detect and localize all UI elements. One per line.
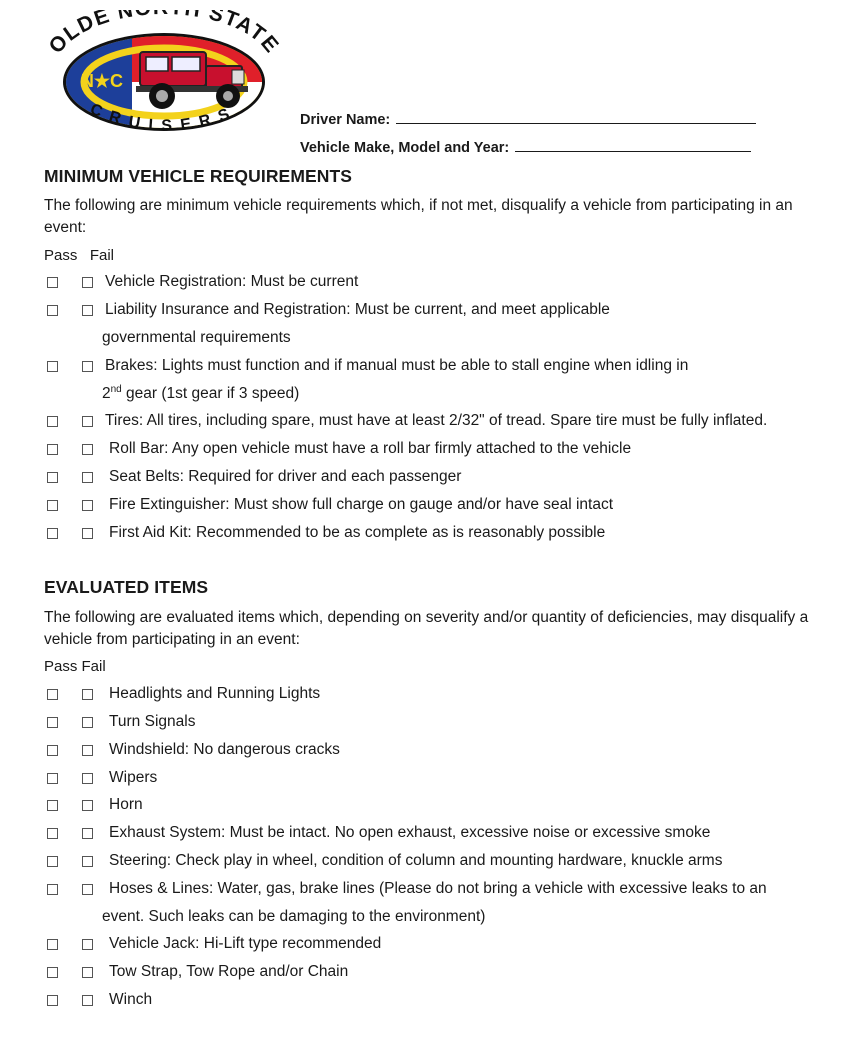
minimum-pass-fail-header: Pass Fail <box>44 247 115 264</box>
fail-checkbox[interactable] <box>82 884 93 895</box>
checklist-row <box>44 523 834 545</box>
item-label: Exhaust System: Must be intact. No open exhaust, excessive noise or excessive smoke <box>109 824 711 841</box>
minimum-heading: MINIMUM VEHICLE REQUIREMENTS <box>44 166 353 186</box>
item-label: Tow Strap, Tow Rope and/or Chain <box>109 963 349 980</box>
item-label: Steering: Check play in wheel, condition of column and mounting hardware, knuckle arms <box>109 852 723 869</box>
evaluated-pass-fail-header: Pass Fail <box>44 658 106 675</box>
item-label: Wipers <box>109 769 158 786</box>
pass-checkbox[interactable] <box>47 884 58 895</box>
pass-checkbox[interactable] <box>47 472 58 483</box>
fail-checkbox[interactable] <box>82 361 93 372</box>
vehicle-label: Vehicle Make, Model and Year: <box>300 140 510 156</box>
item-label: Turn Signals <box>109 713 196 730</box>
gear-text: gear (1st gear if 3 speed) <box>121 385 300 403</box>
fail-checkbox[interactable] <box>82 773 93 784</box>
pass-checkbox[interactable] <box>47 277 58 288</box>
driver-name-label: Driver Name: <box>300 112 391 128</box>
checklist-row <box>44 962 834 984</box>
pass-checkbox[interactable] <box>47 717 58 728</box>
pass-checkbox[interactable] <box>47 500 58 511</box>
logo-badge: N★C <box>80 71 124 91</box>
fail-checkbox[interactable] <box>82 828 93 839</box>
item-label-continued <box>102 384 299 403</box>
gear-ordinal: nd <box>110 384 122 395</box>
pass-checkbox[interactable] <box>47 305 58 316</box>
fail-checkbox[interactable] <box>82 305 93 316</box>
fail-checkbox[interactable] <box>82 277 93 288</box>
checklist-row <box>44 439 834 461</box>
item-label: Roll Bar: Any open vehicle must have a roll bar firmly attached to the vehicle <box>109 440 632 457</box>
checklist-row <box>44 467 834 489</box>
item-label-continued: governmental requirements <box>102 329 291 346</box>
fail-checkbox[interactable] <box>82 444 93 455</box>
minimum-intro: The following are minimum vehicle requirements which, if not met, disqualify a vehicle from participating in an event: <box>44 197 793 236</box>
pass-checkbox[interactable] <box>47 856 58 867</box>
fail-checkbox[interactable] <box>82 689 93 700</box>
pass-checkbox[interactable] <box>47 828 58 839</box>
fail-checkbox[interactable] <box>82 856 93 867</box>
driver-name-field[interactable] <box>300 109 756 128</box>
pass-checkbox[interactable] <box>47 416 58 427</box>
checklist-row <box>44 411 834 433</box>
pass-checkbox[interactable] <box>47 528 58 539</box>
checklist-row <box>44 740 834 762</box>
item-label: Vehicle Registration: Must be current <box>105 273 359 290</box>
fail-checkbox[interactable] <box>82 939 93 950</box>
item-label: Liability Insurance and Registration: Must be current, and meet applicable <box>105 301 610 318</box>
checklist-row <box>44 272 834 294</box>
item-label: Winch <box>109 991 153 1008</box>
checklist-row <box>44 300 834 322</box>
vehicle-line[interactable] <box>515 137 751 152</box>
checklist-row <box>44 934 834 956</box>
fail-checkbox[interactable] <box>82 995 93 1006</box>
pass-checkbox[interactable] <box>47 939 58 950</box>
item-label: Hoses & Lines: Water, gas, brake lines (Please do not bring a vehicle with excessive leaks to an <box>109 880 767 897</box>
fail-checkbox[interactable] <box>82 967 93 978</box>
fail-checkbox[interactable] <box>82 717 93 728</box>
item-label: Brakes: Lights must function and if manual must be able to stall engine when idling in <box>105 357 689 374</box>
checklist-row <box>44 712 834 734</box>
item-label: First Aid Kit: Recommended to be as complete as is reasonably possible <box>109 524 606 541</box>
item-label: Tires: All tires, including spare, must have at least 2/32" of tread. Spare tire must be fully inflated. <box>105 412 768 429</box>
driver-name-line[interactable] <box>396 109 756 124</box>
checklist-row <box>44 823 834 845</box>
pass-checkbox[interactable] <box>47 967 58 978</box>
item-label: Fire Extinguisher: Must show full charge on gauge and/or have seal intact <box>109 496 614 513</box>
club-logo <box>44 10 284 150</box>
item-label: Seat Belts: Required for driver and each passenger <box>109 468 462 485</box>
gear-number: 2 <box>102 385 111 403</box>
item-label: Vehicle Jack: Hi-Lift type recommended <box>109 935 382 952</box>
checklist-row <box>44 495 834 517</box>
checklist-row <box>44 356 834 378</box>
checklist-row <box>44 768 834 790</box>
logo-bottom-text: CRUISERS <box>87 100 241 135</box>
pass-checkbox[interactable] <box>47 689 58 700</box>
item-label: Headlights and Running Lights <box>109 685 321 702</box>
checklist-row <box>44 851 834 873</box>
checklist-row <box>44 684 834 706</box>
item-label-continued: event. Such leaks can be damaging to the environment) <box>102 908 486 925</box>
evaluated-intro: The following are evaluated items which, depending on severity and/or quantity of deficiencies, may disqualify a vehicle from participating in an event: <box>44 609 809 648</box>
pass-checkbox[interactable] <box>47 745 58 756</box>
pass-checkbox[interactable] <box>47 444 58 455</box>
fail-checkbox[interactable] <box>82 472 93 483</box>
fail-checkbox[interactable] <box>82 500 93 511</box>
pass-checkbox[interactable] <box>47 995 58 1006</box>
item-label: Windshield: No dangerous cracks <box>109 741 340 758</box>
fail-checkbox[interactable] <box>82 745 93 756</box>
fail-checkbox[interactable] <box>82 416 93 427</box>
vehicle-field[interactable] <box>300 137 751 156</box>
pass-checkbox[interactable] <box>47 800 58 811</box>
logo-top-text: OLDE N STATE <box>44 10 284 58</box>
evaluated-heading: EVALUATED ITEMS <box>44 577 209 597</box>
item-label: Horn <box>109 796 143 813</box>
fail-checkbox[interactable] <box>82 528 93 539</box>
checklist-row <box>44 879 834 901</box>
fail-checkbox[interactable] <box>82 800 93 811</box>
pass-checkbox[interactable] <box>47 773 58 784</box>
checklist-row <box>44 990 834 1012</box>
pass-checkbox[interactable] <box>47 361 58 372</box>
checklist-row <box>44 795 834 817</box>
